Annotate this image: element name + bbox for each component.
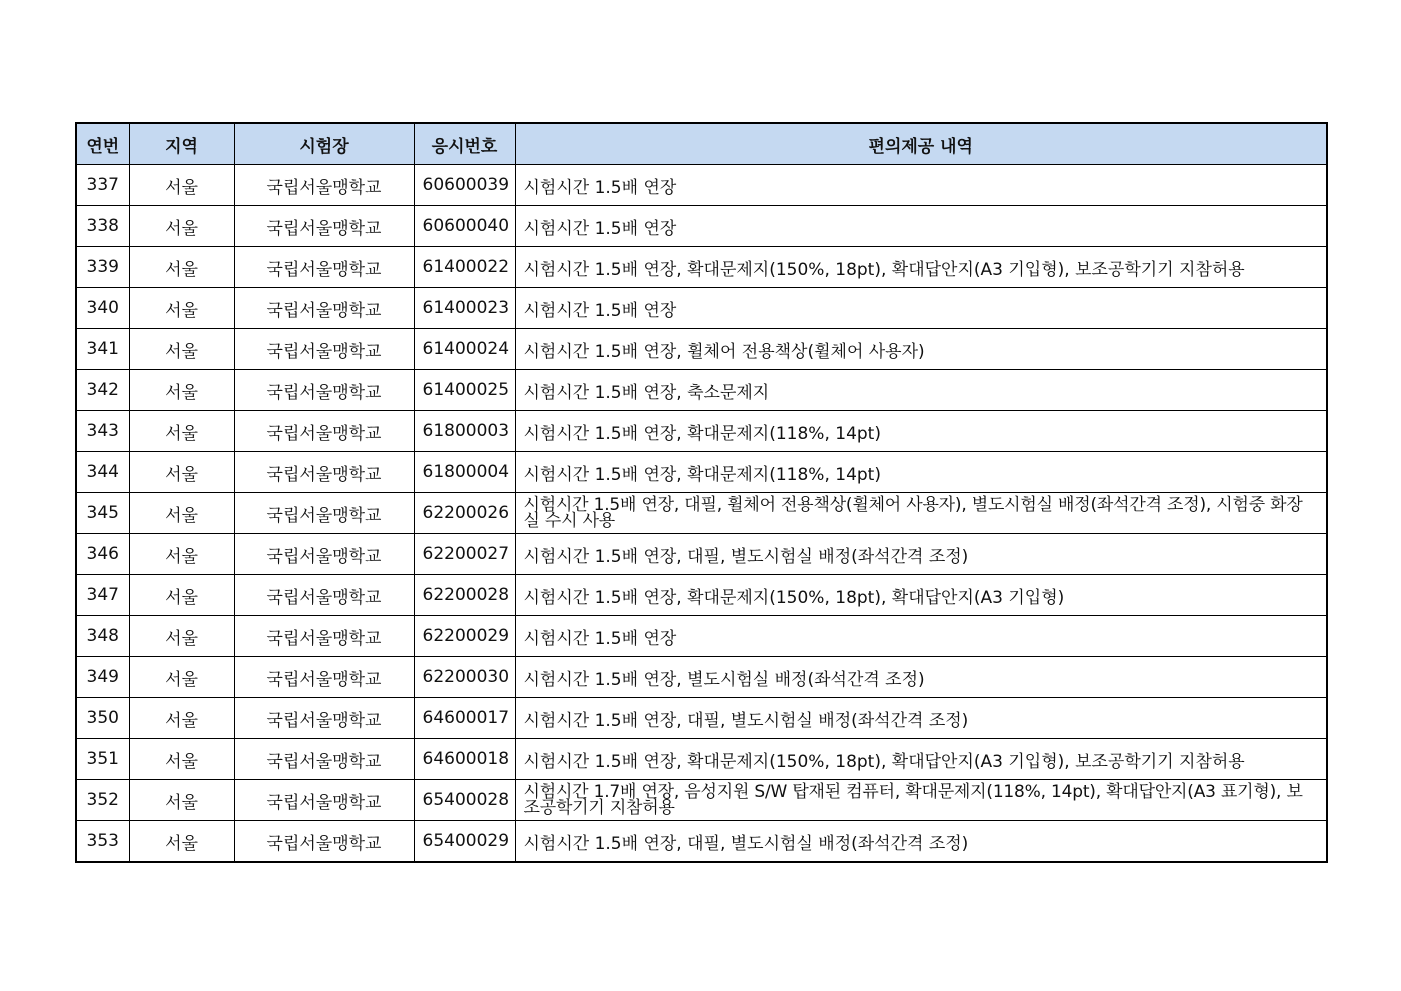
row-no: 343 bbox=[76, 411, 129, 452]
row-exam-id: 60600039 bbox=[414, 165, 515, 206]
row-region: 서울 bbox=[129, 411, 234, 452]
row-no: 344 bbox=[76, 452, 129, 493]
row-no: 353 bbox=[76, 821, 129, 863]
row-details: 시험시간 1.5배 연장 bbox=[515, 206, 1327, 247]
row-region: 서울 bbox=[129, 575, 234, 616]
row-site: 국립서울맹학교 bbox=[234, 206, 414, 247]
table-header-row bbox=[76, 123, 1327, 165]
row-exam-id: 64600017 bbox=[414, 698, 515, 739]
row-site: 국립서울맹학교 bbox=[234, 534, 414, 575]
row-no: 346 bbox=[76, 534, 129, 575]
row-region: 서울 bbox=[129, 247, 234, 288]
row-details: 시험시간 1.5배 연장, 확대문제지(150%, 18pt), 확대답안지(A3 기입형), 보조공학기기 지참허용 bbox=[515, 739, 1327, 780]
row-site: 국립서울맹학교 bbox=[234, 616, 414, 657]
row-no: 352 bbox=[76, 780, 129, 821]
row-region: 서울 bbox=[129, 698, 234, 739]
table-row bbox=[76, 739, 1327, 780]
row-details: 시험시간 1.5배 연장, 휠체어 전용책상(휠체어 사용자) bbox=[515, 329, 1327, 370]
row-no: 339 bbox=[76, 247, 129, 288]
row-region: 서울 bbox=[129, 370, 234, 411]
row-exam-id: 61400025 bbox=[414, 370, 515, 411]
row-details: 시험시간 1.7배 연장, 음성지원 S/W 탑재된 컴퓨터, 확대문제지(118%, 14pt), 확대답안지(A3 표기형), 보조공학기기 지참허용 bbox=[515, 780, 1327, 821]
row-site: 국립서울맹학교 bbox=[234, 452, 414, 493]
row-details: 시험시간 1.5배 연장, 확대문제지(150%, 18pt), 확대답안지(A3 기입형), 보조공학기기 지참허용 bbox=[515, 247, 1327, 288]
row-region: 서울 bbox=[129, 288, 234, 329]
table-row bbox=[76, 411, 1327, 452]
row-no: 348 bbox=[76, 616, 129, 657]
row-region: 서울 bbox=[129, 493, 234, 534]
row-no: 342 bbox=[76, 370, 129, 411]
row-exam-id: 64600018 bbox=[414, 739, 515, 780]
row-site: 국립서울맹학교 bbox=[234, 165, 414, 206]
header-details: 편의제공 내역 bbox=[515, 123, 1327, 165]
row-site: 국립서울맹학교 bbox=[234, 493, 414, 534]
row-details: 시험시간 1.5배 연장, 확대문제지(118%, 14pt) bbox=[515, 452, 1327, 493]
row-site: 국립서울맹학교 bbox=[234, 739, 414, 780]
row-site: 국립서울맹학교 bbox=[234, 821, 414, 863]
row-no: 351 bbox=[76, 739, 129, 780]
row-exam-id: 61800004 bbox=[414, 452, 515, 493]
row-exam-id: 60600040 bbox=[414, 206, 515, 247]
row-region: 서울 bbox=[129, 206, 234, 247]
table-row bbox=[76, 575, 1327, 616]
row-exam-id: 62200029 bbox=[414, 616, 515, 657]
row-region: 서울 bbox=[129, 657, 234, 698]
table-row bbox=[76, 370, 1327, 411]
row-site: 국립서울맹학교 bbox=[234, 288, 414, 329]
row-site: 국립서울맹학교 bbox=[234, 657, 414, 698]
row-details: 시험시간 1.5배 연장, 축소문제지 bbox=[515, 370, 1327, 411]
row-exam-id: 62200028 bbox=[414, 575, 515, 616]
row-no: 349 bbox=[76, 657, 129, 698]
row-no: 341 bbox=[76, 329, 129, 370]
table-row bbox=[76, 698, 1327, 739]
table-row bbox=[76, 616, 1327, 657]
table-row bbox=[76, 288, 1327, 329]
row-site: 국립서울맹학교 bbox=[234, 329, 414, 370]
row-site: 국립서울맹학교 bbox=[234, 411, 414, 452]
row-region: 서울 bbox=[129, 780, 234, 821]
row-site: 국립서울맹학교 bbox=[234, 370, 414, 411]
header-region: 지역 bbox=[129, 123, 234, 165]
row-exam-id: 61400022 bbox=[414, 247, 515, 288]
table-row bbox=[76, 534, 1327, 575]
table-row bbox=[76, 657, 1327, 698]
row-no: 337 bbox=[76, 165, 129, 206]
row-no: 347 bbox=[76, 575, 129, 616]
row-details: 시험시간 1.5배 연장, 확대문제지(150%, 18pt), 확대답안지(A3 기입형) bbox=[515, 575, 1327, 616]
row-exam-id: 65400028 bbox=[414, 780, 515, 821]
row-details: 시험시간 1.5배 연장, 대필, 별도시험실 배정(좌석간격 조정) bbox=[515, 821, 1327, 863]
table-row bbox=[76, 329, 1327, 370]
row-details: 시험시간 1.5배 연장, 확대문제지(118%, 14pt) bbox=[515, 411, 1327, 452]
row-details: 시험시간 1.5배 연장, 별도시험실 배정(좌석간격 조정) bbox=[515, 657, 1327, 698]
table-row bbox=[76, 493, 1327, 534]
row-details: 시험시간 1.5배 연장, 대필, 별도시험실 배정(좌석간격 조정) bbox=[515, 534, 1327, 575]
row-exam-id: 61800003 bbox=[414, 411, 515, 452]
row-region: 서울 bbox=[129, 616, 234, 657]
header-no: 연번 bbox=[76, 123, 129, 165]
row-details: 시험시간 1.5배 연장 bbox=[515, 165, 1327, 206]
row-region: 서울 bbox=[129, 329, 234, 370]
row-details: 시험시간 1.5배 연장 bbox=[515, 616, 1327, 657]
row-region: 서울 bbox=[129, 821, 234, 863]
row-exam-id: 62200026 bbox=[414, 493, 515, 534]
table-row bbox=[76, 165, 1327, 206]
row-site: 국립서울맹학교 bbox=[234, 247, 414, 288]
table-row bbox=[76, 452, 1327, 493]
row-exam-id: 62200027 bbox=[414, 534, 515, 575]
row-details: 시험시간 1.5배 연장, 대필, 별도시험실 배정(좌석간격 조정) bbox=[515, 698, 1327, 739]
row-region: 서울 bbox=[129, 452, 234, 493]
table-row bbox=[76, 206, 1327, 247]
row-site: 국립서울맹학교 bbox=[234, 698, 414, 739]
row-no: 350 bbox=[76, 698, 129, 739]
row-site: 국립서울맹학교 bbox=[234, 780, 414, 821]
row-no: 338 bbox=[76, 206, 129, 247]
row-exam-id: 62200030 bbox=[414, 657, 515, 698]
row-details: 시험시간 1.5배 연장 bbox=[515, 288, 1327, 329]
header-exam-id: 응시번호 bbox=[414, 123, 515, 165]
row-exam-id: 61400024 bbox=[414, 329, 515, 370]
header-site: 시험장 bbox=[234, 123, 414, 165]
row-exam-id: 61400023 bbox=[414, 288, 515, 329]
row-no: 345 bbox=[76, 493, 129, 534]
row-region: 서울 bbox=[129, 534, 234, 575]
accommodation-table bbox=[75, 122, 1328, 863]
table-row bbox=[76, 780, 1327, 821]
row-region: 서울 bbox=[129, 739, 234, 780]
table-row bbox=[76, 821, 1327, 863]
row-site: 국립서울맹학교 bbox=[234, 575, 414, 616]
row-details: 시험시간 1.5배 연장, 대필, 휠체어 전용책상(휠체어 사용자), 별도시험실 배정(좌석간격 조정), 시험중 화장실 수시 사용 bbox=[515, 493, 1327, 534]
table-row bbox=[76, 247, 1327, 288]
row-no: 340 bbox=[76, 288, 129, 329]
row-region: 서울 bbox=[129, 165, 234, 206]
row-exam-id: 65400029 bbox=[414, 821, 515, 863]
